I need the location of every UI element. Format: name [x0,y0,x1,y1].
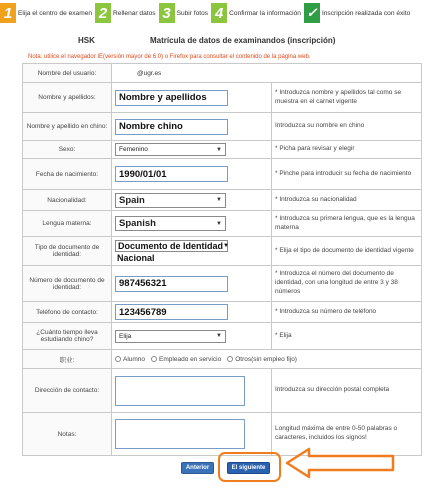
radio-circle-icon [227,356,233,362]
doc-type-select-value-extra: Nacional [117,252,155,263]
step-label: Confirmar la información [229,9,301,17]
step-label: Inscripción realizada con éxito [321,9,411,17]
doc-type-select-value: Documento de Identidad [118,240,224,251]
step-5 [304,3,410,23]
phone-input[interactable]: 123456789 [115,304,228,320]
step-1 [0,3,92,23]
steps-bar [0,0,438,26]
title-row [0,36,438,50]
phone-label: Teléfono de contacto: [23,302,112,323]
study-time-hint: * Elija [272,323,422,350]
language-select-value: Spanish [119,218,156,229]
birth-date-input[interactable]: 1990/01/01 [115,166,228,182]
annotation-highlight-box [218,452,281,482]
step-number: 1 [0,3,16,23]
status-radio-student[interactable] [115,356,145,363]
status-radio-group [115,356,418,363]
radio-circle-icon [151,356,157,362]
doc-type-hint: * Elija el tipo de documento de identidad vigente [272,237,422,266]
notes-textarea[interactable] [115,419,245,449]
study-time-label: ¿Cuánto tiempo lleva estudiando chino? [23,323,112,350]
hsk-label: HSK [78,36,95,45]
annotation-arrow-icon [283,445,403,481]
study-time-select-value: Elija [119,332,132,340]
language-hint: * Introduzca su primera lengua, que es la lengua materna [272,211,422,237]
language-select[interactable] [115,216,226,231]
study-time-select[interactable] [115,330,226,343]
radio-circle-icon [115,356,121,362]
language-label: Lengua materna: [23,211,112,237]
nationality-select-value: Spain [119,194,145,206]
page-title: Matrícula de datos de examinandos (inscripción) [150,36,336,45]
browser-note: Nota: utilice el navegador IE(versión mayor de 6.0) o Firefox para consultar el contenido de la página web. [28,54,311,60]
name-hint: * Introduzca nombre y apellidos tal como se muestra en el carnet vigente [272,83,422,113]
doc-type-select[interactable] [115,240,228,252]
status-option-label: Alumno [123,355,146,363]
chevron-down-icon: ▼ [216,197,222,203]
status-option-label: Otros(sin empleo fijo) [235,355,297,363]
chinese-name-label: Nombre y apellido en chino: [23,113,112,141]
previous-button[interactable]: Anterior [181,462,214,474]
notes-label: Notas: [23,413,112,456]
nationality-label: Nacionalidad: [23,190,112,211]
step-label: Subir fotos [176,9,209,17]
username-label: Nombre del usuario: [23,64,112,83]
registration-form [22,63,422,456]
chinese-name-input[interactable]: Nombre chino [115,119,228,135]
step-label: Elija el centro de examen [18,9,93,17]
address-hint: Introduzca su dirección postal completa [272,369,422,413]
chevron-down-icon: ▼ [216,333,222,339]
username-value: @ugr.es [137,69,162,77]
nationality-hint: * Introduzca su nacionalidad [272,190,422,211]
chevron-down-icon: ▼ [223,242,229,249]
doc-number-label: Número de documento de identidad: [23,266,112,302]
sex-select-value: Femenino [119,146,148,153]
checkmark-icon: ✓ [304,3,320,23]
step-number: 2 [95,3,111,23]
sex-hint: * Picha para revisar y elegir [272,141,422,159]
next-button[interactable]: El siguiente [227,462,270,474]
step-3 [159,3,209,23]
name-label: Nombre y apellidos: [23,83,112,113]
sex-select[interactable] [115,143,226,156]
doc-type-label: Tipo de documento de identidad: [23,237,112,266]
step-number: 4 [211,3,227,23]
notes-hint: Longitud máxima de entre 0-50 palabras o caracteres, incluidos los signos! [272,413,422,456]
chevron-down-icon: ▼ [216,146,222,153]
step-label: Rellenar datos [113,9,156,17]
status-radio-employed[interactable] [151,356,221,363]
address-label: Dirección de contacto: [23,369,112,413]
nationality-select[interactable] [115,193,226,208]
birth-hint: * Pinche para introducir su fecha de nacimiento [272,159,422,190]
doc-number-input[interactable]: 987456321 [115,276,228,292]
step-number: 3 [159,3,175,23]
doc-number-hint: * Introduzca el número del documento de identidad, con una longitud de entre 3 y 38 números [272,266,422,302]
address-textarea[interactable] [115,376,245,406]
chevron-down-icon: ▼ [216,220,222,227]
sex-label: Sexo: [23,141,112,159]
status-radio-other[interactable] [227,356,297,363]
birth-label: Fecha de nacimiento: [23,159,112,190]
name-input[interactable]: Nombre y apellidos [115,90,228,106]
step-4 [211,3,301,23]
phone-hint: * Introduzca su número de teléfono [272,302,422,323]
status-label: 职业: [23,350,112,369]
step-2 [95,3,156,23]
chinese-name-hint: Introduzca su nombre en chino [272,113,422,141]
status-option-label: Empleado en servicio [159,355,222,363]
